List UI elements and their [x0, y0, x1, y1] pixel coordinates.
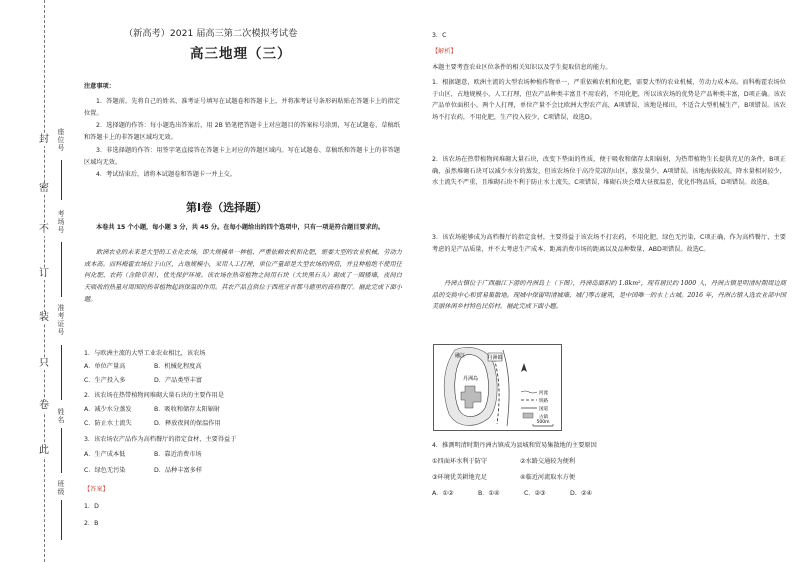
statement: ③环境优美耕地充足 [432, 474, 488, 481]
scale-label: 500m [536, 420, 550, 425]
seal-char: 密 [39, 183, 49, 194]
legend-label: 河流 [539, 391, 548, 396]
question-stem: 2．该农场在热带植物间堆砌大量石块的主要作用是 [84, 392, 225, 399]
field-line [61, 160, 62, 200]
option: D．品种丰富多样 [154, 467, 203, 474]
option: B．靠近消费市场 [154, 451, 202, 458]
option: D．产品类型丰富 [154, 377, 203, 384]
option: B．机械化程度高 [154, 363, 202, 370]
analysis-intro: 本题主要考查农业区位条件的相关知识以及学生提取信息的能力。 [432, 64, 612, 71]
part-intro: 本卷共 15 个小题，每小题 3 分，共 45 分。在每小题给出的四个选项中，只有一项是符合题目要求的。 [96, 224, 385, 231]
field-line [61, 500, 62, 540]
left-column [78, 0, 418, 562]
part-title: 第Ⅰ卷（选择题） [186, 201, 268, 214]
seal-char: 卷 [39, 400, 49, 411]
binding-strip [0, 0, 72, 562]
option: A．单位产量高 [84, 363, 126, 370]
notice-item: 1．答题前，先将自己的姓名、准考证号填写在试题卷和答题卡上，并将准考证号条形码粘贴在答题卡上的指定位置。 [84, 98, 400, 117]
legend-label: 古镇 [539, 415, 548, 420]
seal-char: 装 [39, 312, 49, 323]
option: D．②④ [570, 490, 593, 497]
option: A．减少水分蒸发 [84, 406, 132, 413]
map-label-town: 丹洲镇 [487, 355, 503, 361]
seal-char: 订 [39, 268, 49, 279]
field-label-ticket: 准考证号 [57, 304, 65, 336]
answer-item: 1．D [84, 503, 99, 510]
field-label-name: 姓名 [57, 408, 65, 424]
binding-dashed-line [44, 0, 45, 562]
island-map [433, 344, 562, 431]
option: B．①④ [478, 490, 500, 497]
analysis-paragraph: 3．该农场能够成为高档餐厅的指定食材，主要得益于该农场不打农药，不用化肥，绿色无污染，C项正确，作为高档餐厅，主要考虑的是产品质量，并不太考虑生产成本、距离消费市场的距离以及品种数量，ABD项错误。故选C。 [432, 234, 786, 253]
field-label-class: 班级 [57, 480, 65, 496]
map-label-island: 丹洲岛 [463, 376, 479, 382]
question-stem: 3．该农场农产品作为高档餐厅的指定食材，主要得益于 [84, 436, 237, 443]
answer-item: 2．B [84, 520, 99, 527]
option: C．②③ [524, 490, 546, 497]
field-label-room: 考场号 [57, 210, 65, 234]
reading-passage: 丹洲古镇位于广西融江下游的丹洲岛上（下图），丹洲岛面积约 1.8km²，现有居民约 1000 人，丹洲古镇是明清时期周边商品的交换中心和贸易集散地。现城中保留明清城墙、城门等古建筑，是中国唯一的水上古城。2016 年，丹洲古镇入选农业部中国美丽休闲乡村特色民俗村。据此完成下面小题。 [432, 280, 786, 311]
notice-item: 2．选择题的作答：每小题选出答案后，用 2B 铅笔把答题卡上对应题目的答案标号涂黑，写在试题卷、草稿纸和答题卡上的非答题区域均无效。 [84, 122, 400, 141]
seal-char: 封 [39, 134, 49, 145]
field-line [61, 242, 62, 297]
seal-char: 此 [39, 445, 49, 456]
question-stem: 4．推测明清时期丹洲古镇成为县城和贸易集散地的主要原因 [432, 442, 597, 449]
seal-char: 不 [39, 224, 49, 235]
exam-header: （新高考）2021 届高三第二次模拟考试卷 [124, 28, 298, 39]
legend-town-swatch [523, 413, 533, 418]
statement: ②水路交通较为便利 [520, 458, 576, 465]
field-label-seat: 座位号 [57, 128, 65, 152]
exam-title: 高三地理（三） [190, 46, 292, 62]
analysis-tag: 【解析】 [432, 48, 457, 55]
option: C．生产投入多 [84, 377, 126, 384]
question-stem: 1．与欧洲主流的大型工业农业相比，该农场 [84, 350, 206, 357]
option: C．防止水土流失 [84, 420, 132, 427]
statement: ④临近河流取水方便 [520, 474, 576, 481]
notice-heading: 注意事项： [84, 83, 115, 90]
option: C．绿色无污染 [84, 467, 126, 474]
option: A．①② [432, 490, 454, 497]
notice-item: 4．考试结束后，请将本试题卷和答题卡一并上交。 [96, 171, 237, 178]
option: D．释放夜间的保温作用 [154, 420, 221, 427]
notice-item: 3．非选择题的作答：用签字笔直接答在答题卡上对应的答题区域内。写在试题卷、草稿纸和答题卡上的非答题区域均无效。 [84, 147, 400, 166]
answer-item: 3．C [432, 32, 447, 39]
analysis-paragraph: 2．该农场在热带植物间堆砌大量石块，改变下垫面的性质，便于吸收和储存太阳辐射，为热带植物生长提供充足的条件，B项正确，虽然堆砌石块可以减少水分的蒸发，但该农场位于高冷荒凉的山区，蒸发量少，A项错误。该地海拔较高，降水量相对较少，水土流失不严重，且堆砌石块不利于防止水土流失，C项错误，堆砌石块会增大昼夜温差，优化作物品质，D项错误。故选B。 [432, 156, 786, 187]
answer-tag: 【答案】 [84, 486, 109, 493]
map-label-river: 融江 [455, 353, 466, 359]
analysis-paragraph: 1．根据题意，欧洲主流的大型农场种植作物单一，严重依赖农机和化肥，需要大型的农业机械，劳动力成本高。而科梅霍农场位于山区，占地规模小，人工打理，但农产品种类丰富且不用农药，不用化肥，所以该农场的优势是产品种类丰富，D项正确。该农产品单位面积小，两个人打理，单位产量不会比欧洲大型农产高，A项错误，该地是梯田，不适合大型机械生产，B项错误。该农场不打农药，不用化肥，生产投入较少，C项错误，故选D。 [432, 79, 786, 121]
option: A．生产成本低 [84, 451, 126, 458]
right-column [424, 0, 786, 562]
field-line [61, 345, 62, 400]
field-line [61, 428, 62, 473]
statement: ①四面环水利于防守 [432, 458, 488, 465]
reading-passage: 欧洲农业的未来是大型的工业化农场，即大规模单一种植、严重依赖农机和化肥，需要大型的农业机械，劳动力成本高。而科梅霍农场位于山区，占地规模小，采用人工打理，单位产量却是大型农场的两倍，并且种植绝不使用任何化肥、农药（含除草剂），优先保护环境。该农场在热带植物之间用石块（大块黑石头）砌成了一圈矮墙，夜间白天吸收的热量对周围的热带植物起到保温的作用。其农产品直供位于西班牙首都马德里的高档餐厅。据此完成下面小题。 [84, 249, 402, 303]
legend-label: 国道 [539, 407, 548, 412]
seal-char: 只 [39, 358, 49, 369]
legend-label: 铁路 [539, 399, 548, 404]
option: B．吸收和储存太阳辐射 [154, 406, 221, 413]
